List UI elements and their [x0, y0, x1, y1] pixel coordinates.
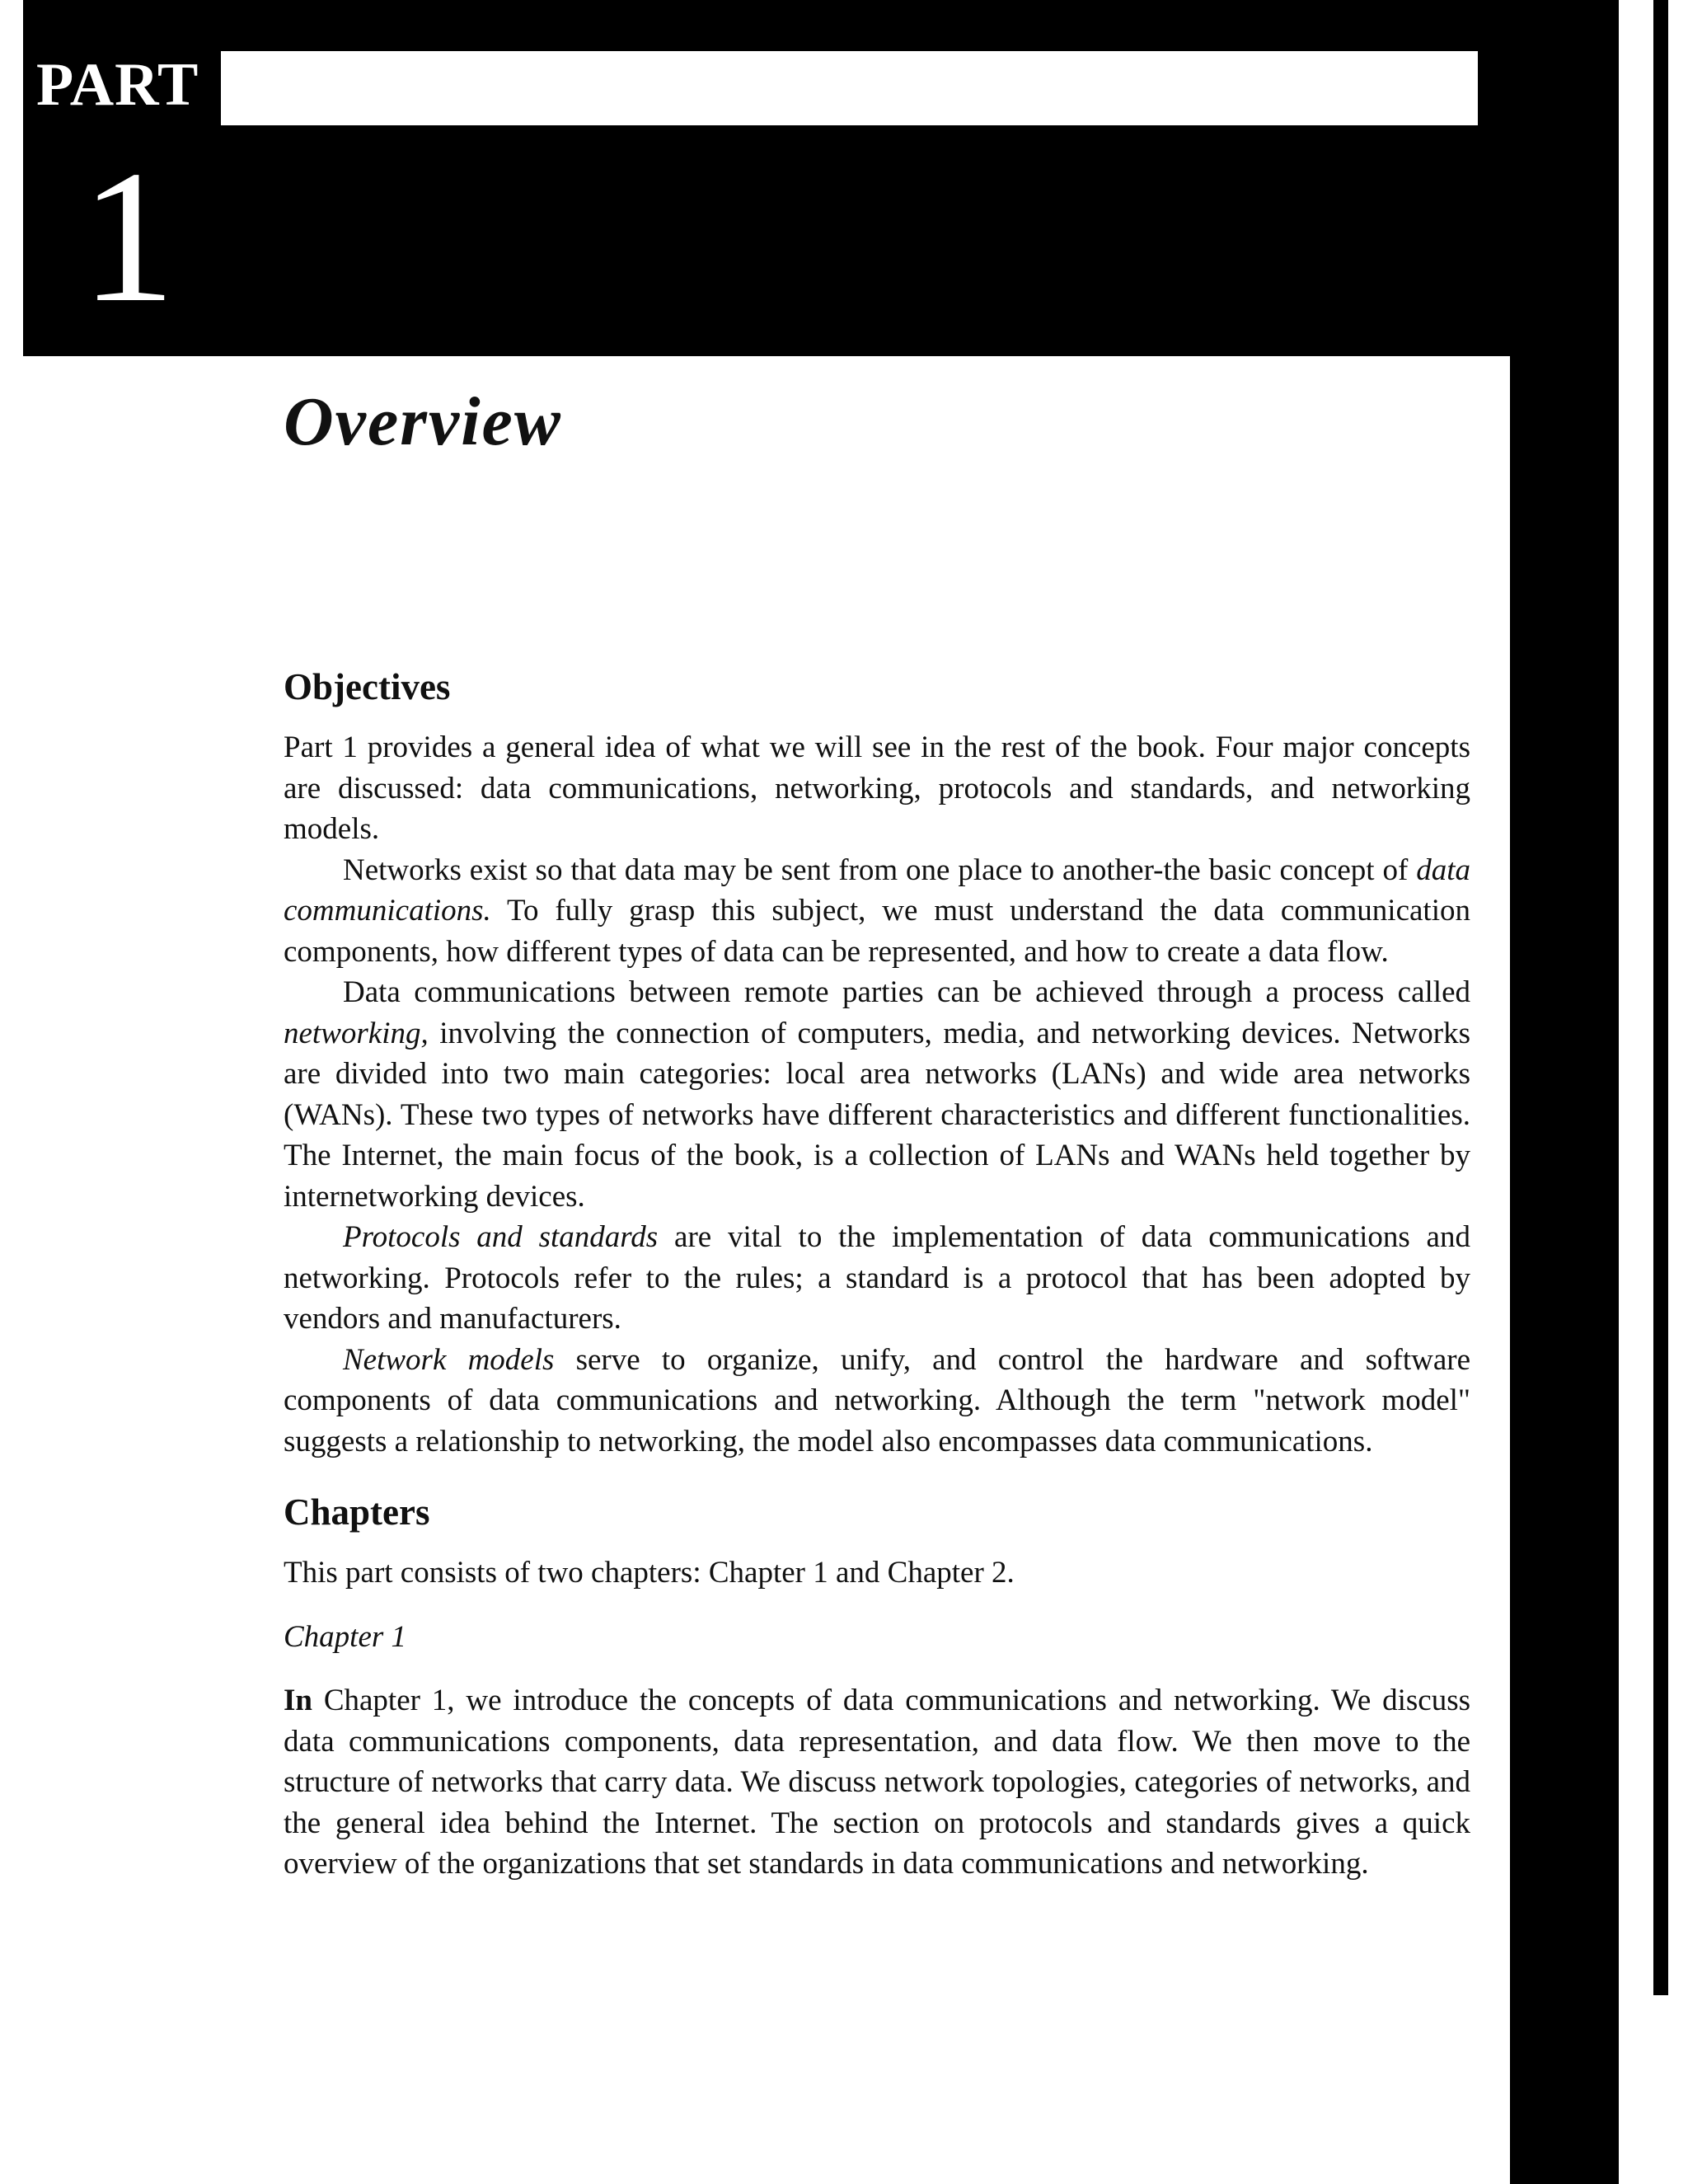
emphasis-protocols-standards: Protocols and standards	[343, 1220, 659, 1254]
text-segment: Data communications between remote parties can be achieved through a process called	[343, 975, 1470, 1009]
chapters-heading: Chapters	[284, 1491, 430, 1533]
page-title: Overview	[284, 383, 562, 460]
right-margin-band	[1510, 0, 1619, 2184]
objectives-paragraph-4	[284, 1217, 1470, 1340]
chapter-1-lead-word: In	[284, 1684, 312, 1717]
part-label: PART	[36, 51, 199, 119]
objectives-paragraph-3	[284, 972, 1470, 1217]
objectives-paragraph-5	[284, 1340, 1470, 1463]
emphasis-network-models: Network models	[343, 1342, 555, 1377]
emphasis-networking: networking,	[284, 1016, 429, 1050]
text-segment: involving the connection of computers, media, and networking devices. Networks are divided into two main categories: local area networks (LANs) and wide area networks (WANs). These two types of networks have different characteristics and different functionalities. The Internet, the main focus of the book, is a collection of LANs and WANs held together by internetworking devices.	[284, 1016, 1470, 1214]
page-edge-bar	[1653, 0, 1668, 1995]
text-segment: serve to organize, unify, and control the hardware and software components of data communications and networking. Although the term "network model" suggests a relationship to networking, the model also encompasses data communications.	[284, 1342, 1471, 1458]
text-segment: are vital to the implementation of data communications and networking. Protocols refer to the rules; a standard is a protocol that has been adopted by vendors and manufacturers.	[284, 1220, 1470, 1336]
chapter-1-paragraph	[284, 1680, 1470, 1885]
chapter-1-heading: Chapter 1	[284, 1619, 407, 1654]
text-segment: Chapter 1, we introduce the concepts of data communications and networking. We discuss data communications components, data representation, and data flow. We then move to the structure of networks that carry data. We discuss network topologies, categories of networks, and the general idea behind the Internet. The section on protocols and standards gives a quick overview of the organizations that set standards in data communications and networking.	[284, 1684, 1470, 1881]
objectives-paragraph-1: Part 1 provides a general idea of what we will see in the rest of the book. Four major concepts are discussed: data communications, networking, protocols and standards, and networking models.	[284, 730, 1470, 846]
emphasis-data-communications: data communications.	[284, 852, 1470, 928]
objectives-heading: Objectives	[284, 666, 451, 707]
text-segment: Networks exist so that data may be sent from one place to another-the basic concept of	[343, 852, 1417, 887]
chapters-intro: This part consists of two chapters: Chapter 1 and Chapter 2.	[284, 1556, 1015, 1590]
part-number: 1	[81, 131, 176, 341]
text-segment: To fully grasp this subject, we must understand the data communication components, how different types of data can be represented, and how to create a data flow.	[284, 894, 1470, 969]
page-content	[284, 665, 1470, 1885]
objectives-paragraph-2	[284, 850, 1470, 973]
header-title-strip	[221, 51, 1478, 125]
